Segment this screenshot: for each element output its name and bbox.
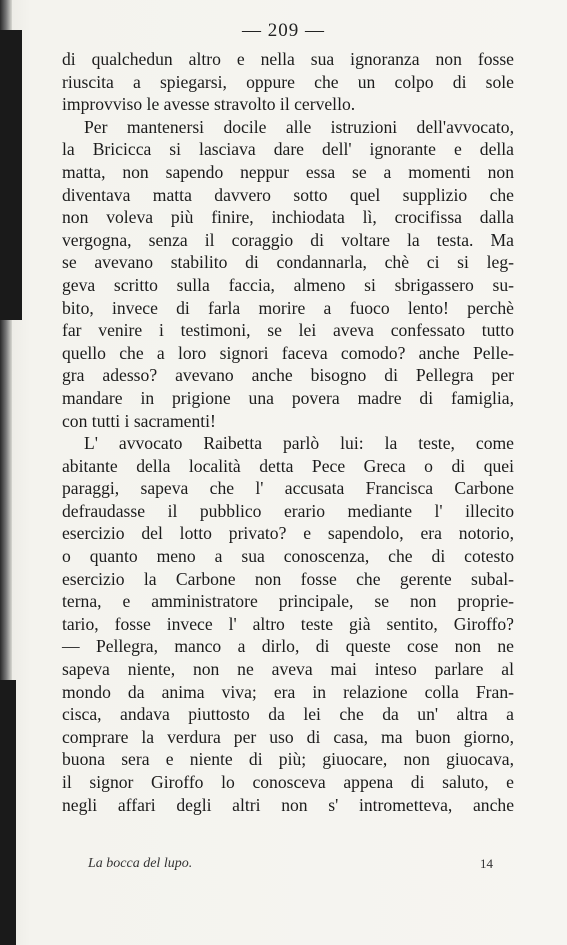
footer-signature-mark: 14 [480,856,493,871]
body-text [62,48,514,816]
text-line: bito, invece di farla morire a fuoco lento! perchè [62,297,514,318]
text-line: diventava matta davvero sotto quel supplizio che [62,184,514,205]
text-line: mondo da anima viva; era in relazione colla Fran- [62,681,514,702]
page-number: — 209 — [242,20,325,41]
footer-book-title: La bocca del lupo. [88,856,193,871]
text-line: vergogna, senza il coraggio di voltare la testa. Ma [62,229,514,250]
text-line: L' avvocato Raibetta parlò lui: la teste, come [84,433,514,454]
text-line: defraudasse il pubblico erario mediante l' illecito [62,500,514,521]
text-line: quello che a loro signori faceva comodo? anche Pelle- [62,342,514,363]
spine-shadow [0,680,16,945]
text-line: paraggi, sapeva che l' accusata Francisca Carbone [62,478,514,499]
text-line: negli affari degli altri non s' intrometteva, anche [62,794,514,815]
text-line: sapeva niente, non ne aveva mai inteso parlare al [62,659,514,680]
text-line: la Bricicca si lasciava dare dell' ignorante e della [62,139,514,160]
text-line: Per mantenersi docile alle istruzioni dell'avvocato, [84,116,514,137]
text-line: gra adesso? avevano anche bisogno di Pellegra per [62,365,514,386]
text-line: riuscita a spiegarsi, oppure che un colpo di sole [62,71,514,92]
spine-shadow [0,30,22,320]
text-line: comprare la verdura per uso di casa, ma buon giorno, [62,726,514,747]
page-footer [88,856,493,872]
text-line: se avevano stabilito di condannarla, chè ci si leg- [62,252,514,273]
text-line: matta, non sapendo neppur essa se a momenti non [62,161,514,182]
text-line: abitante della località detta Pece Greca o di quei [62,455,514,476]
text-line: con tutti i sacramenti! [62,410,216,431]
text-line: esercizio la Carbone non fosse che gerente subal- [62,568,514,589]
text-line: non voleva più finire, inchiodata lì, crocifissa dalla [62,207,514,228]
text-line: cisca, andava piuttosto da lei che da un' altra a [62,704,514,725]
text-line: o quanto meno a sua conoscenza, che di cotesto [62,546,514,567]
text-line: esercizio del lotto privato? e sapendolo, era notorio, [62,523,514,544]
text-line: terna, e amministratore principale, se non proprie- [62,591,514,612]
text-line: buona sera e niente di più; giuocare, non giuocava, [62,749,514,770]
text-line: mandare in prigione una povera madre di famiglia, [62,387,514,408]
text-line: geva scritto sulla faccia, almeno si sbrigassero su- [62,274,514,295]
text-line: di qualchedun altro e nella sua ignoranza non fosse [62,49,514,69]
text-line: il signor Giroffo lo conosceva appena di saluto, e [62,772,514,792]
text-line: tario, fosse invece l' altro teste già sentito, Giroffo? [62,613,514,634]
text-line: — Pellegra, manco a dirlo, di queste cose non ne [62,636,514,657]
text-line: far venire i testimoni, se lei aveva confessato tutto [62,320,514,341]
text-line: improvviso le avesse stravolto il cervello. [62,94,356,115]
